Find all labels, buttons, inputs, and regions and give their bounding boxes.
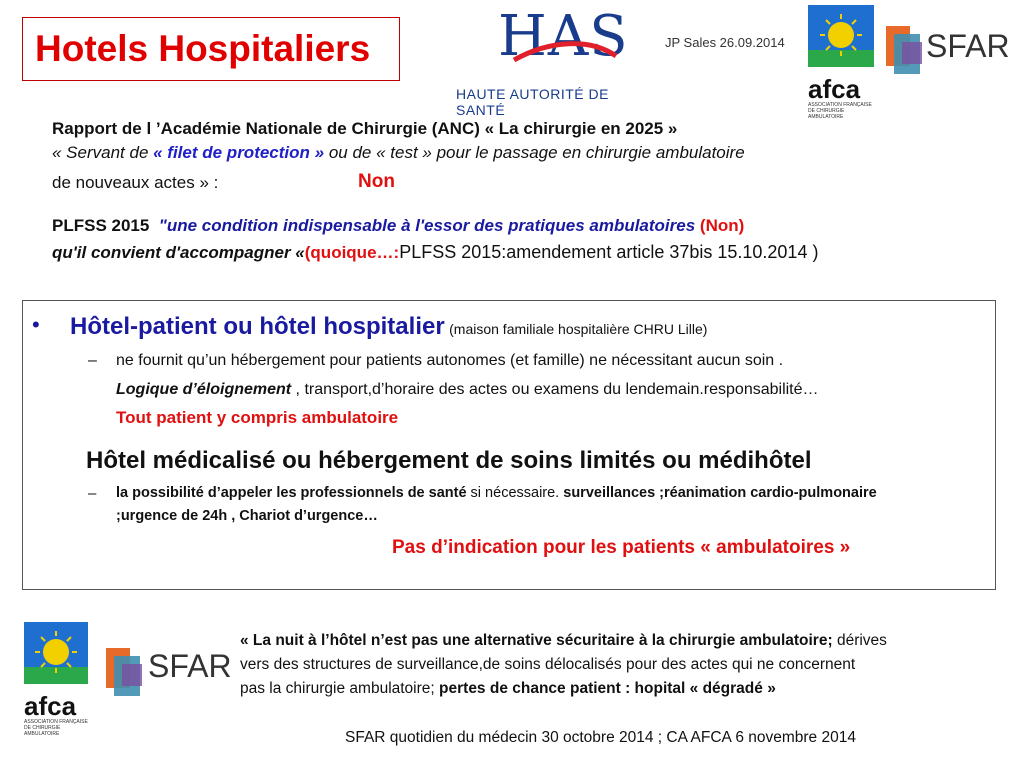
medical-hotel-desc xyxy=(116,485,877,501)
hotel-patient-scope: Tout patient y compris ambulatoire xyxy=(116,408,399,427)
title-box xyxy=(22,17,400,81)
hotel-patient-title: Hôtel-patient ou hôtel hospitalier xyxy=(70,313,445,340)
plfss-line xyxy=(52,215,744,236)
afca-logo-text: afca xyxy=(808,74,861,104)
footer-quote-line-3 xyxy=(240,680,776,698)
plfss-quote: "une condition indispensable à l'essor des pratiques ambulatoires xyxy=(158,216,696,235)
anc-quote-start: « Servant de xyxy=(52,143,154,162)
logic-label: Logique d’éloignement xyxy=(116,381,292,398)
footer-quote-line-1 xyxy=(240,632,887,650)
footer-quote-1a: « La nuit à l’hôtel n’est pas une alternative sécuritaire à la chirurgie ambulatoire; xyxy=(240,632,833,649)
anc-quote-end: ou de « test » pour le passage en chirurgie ambulatoire xyxy=(324,143,745,162)
sfar-logo-bottom xyxy=(104,642,232,702)
afca-logo-text: afca xyxy=(24,691,77,721)
afca-logo-bottom xyxy=(24,622,90,737)
anc-answer: Non xyxy=(358,171,395,192)
footer-quote-3b: pertes de chance patient : hopital « dégradé » xyxy=(439,680,776,697)
sfar-logo-top xyxy=(884,20,1010,80)
medical-hotel-desc-a: la possibilité d’appeler les professionnels de santé xyxy=(116,485,467,501)
accompany-text: qu'il convient d'accompagner « xyxy=(52,243,305,262)
accompany-amendment: PLFSS 2015:amendement article 37bis 15.10.2014 ) xyxy=(399,242,819,262)
logic-detail: , transport,d’horaire des actes ou examens du lendemain.responsabilité… xyxy=(291,381,819,398)
has-swoosh-icon xyxy=(510,30,620,70)
medical-hotel-emergency: ;urgence de 24h , Chariot d’urgence… xyxy=(116,508,378,524)
sfar-mark-icon xyxy=(884,22,930,78)
medical-hotel-heading: Hôtel médicalisé ou hébergement de soins limités ou médihôtel xyxy=(86,447,812,474)
afca-sun-icon xyxy=(24,622,88,684)
footer-quote-3a: pas la chirurgie ambulatoire; xyxy=(240,680,440,697)
medical-hotel-desc-b: si nécessaire. xyxy=(466,485,564,501)
anc-quote-line xyxy=(52,142,745,163)
slide-title: Hotels Hospitaliers xyxy=(35,28,371,69)
anc-quote-highlight: « filet de protection » xyxy=(153,143,325,162)
medical-hotel-desc-c: surveillances ;réanimation cardio-pulmonaire xyxy=(563,485,877,501)
plfss-answer: (Non) xyxy=(699,216,745,235)
afca-logo-sub: ASSOCIATION FRANÇAISE DE CHIRURGIE AMBULATOIRE xyxy=(808,102,872,120)
afca-logo-sub: ASSOCIATION FRANÇAISE DE CHIRURGIE AMBULATOIRE xyxy=(24,719,88,737)
afca-sun-icon xyxy=(808,5,874,67)
accompany-line xyxy=(52,242,818,263)
conclusion-text: Pas d’indication pour les patients « ambulatoires » xyxy=(392,537,851,558)
hotel-patient-heading xyxy=(70,313,707,341)
anc-report-line: Rapport de l ’Académie Nationale de Chirurgie (ANC) « La chirurgie en 2025 » xyxy=(52,119,678,138)
hotel-patient-note: (maison familiale hospitalière CHRU Lille) xyxy=(449,321,708,337)
bullet-marker: • xyxy=(32,312,40,337)
dash-marker-2: – xyxy=(88,485,97,502)
hotel-patient-desc: ne fournit qu’un hébergement pour patients autonomes (et famille) ne nécessitant aucun soin . xyxy=(116,352,784,369)
plfss-label: PLFSS 2015 xyxy=(52,216,150,235)
author-date: JP Sales 26.09.2014 xyxy=(665,35,785,50)
has-logo-subtitle: HAUTE AUTORITÉ DE SANTÉ xyxy=(456,86,609,118)
has-logo xyxy=(450,0,660,118)
hotel-patient-logic xyxy=(116,381,819,399)
afca-logo-top xyxy=(808,5,876,120)
footer-quote-1b: dérives xyxy=(832,632,887,649)
dash-marker-1: – xyxy=(88,352,97,369)
footer-source: SFAR quotidien du médecin 30 octobre 2014 ; CA AFCA 6 novembre 2014 xyxy=(345,729,856,746)
footer-quote-line-2: vers des structures de surveillance,de soins délocalisés pour des actes qui ne concernent xyxy=(240,656,856,673)
sfar-logo-text: SFAR xyxy=(926,28,1010,64)
anc-quote-line-3: de nouveaux actes » : xyxy=(52,173,219,192)
sfar-logo-text: SFAR xyxy=(148,648,232,684)
sfar-mark-icon xyxy=(104,644,150,700)
has-logo-letters: HAS xyxy=(498,4,629,69)
accompany-quoique: (quoique…: xyxy=(304,243,400,262)
